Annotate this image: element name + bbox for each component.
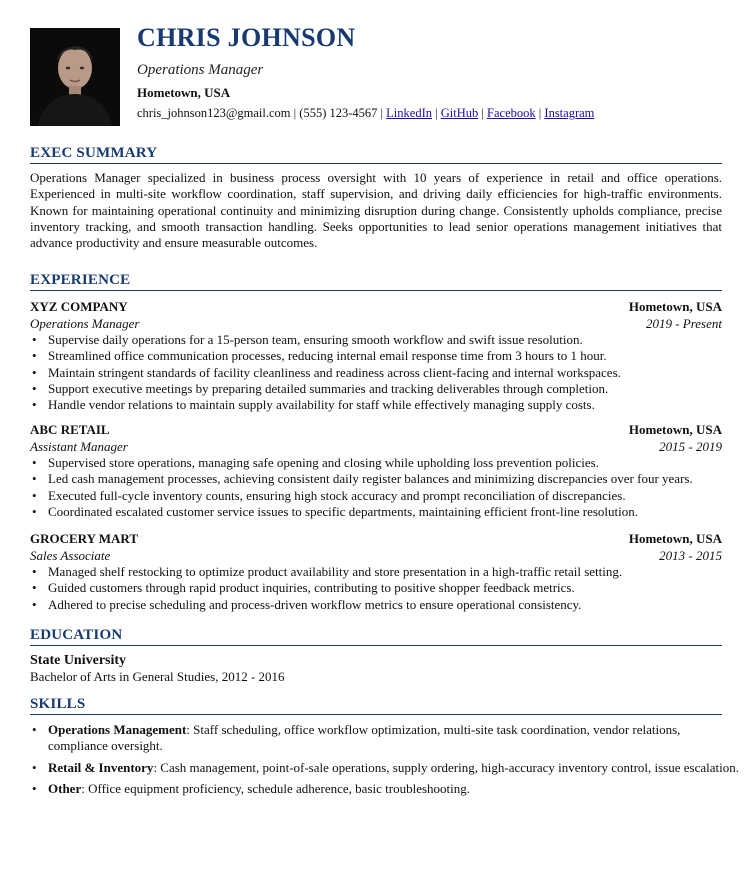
list-item: • Streamlined office communication processes, reducing internal email response time from 3 hours to 1 hour. xyxy=(48,348,722,364)
summary-heading: EXEC SUMMARY xyxy=(30,145,722,164)
summary-text: Operations Manager specialized in business process oversight with 10 years of experience in retail and office operations. Experienced in multi-site workflow coordination, staff supervision, and driving daily efficiencies for high-traffic environments. Known for maintaining operational continuity and minimizing disruption during change. Consistently upholds compliance, precise inventory tracking, and smooth transaction handling. Seeks opportunities to lead senior operations management initiatives that advance productivity and ensure measurable outcomes. xyxy=(30,170,722,251)
list-item xyxy=(48,781,740,797)
person-portrait-icon xyxy=(30,28,120,126)
candidate-name: CHRIS JOHNSON xyxy=(137,23,356,52)
list-item: • Led cash management processes, achieving consistent daily register balances and minimizing discrepancies over four years. xyxy=(48,471,722,487)
separator: | xyxy=(293,106,297,120)
job-location: Hometown, USA xyxy=(628,422,722,437)
job-dates: 2013 - 2015 xyxy=(659,548,722,563)
contact-line xyxy=(137,106,594,121)
job-entry-abc xyxy=(30,421,722,520)
skill-label: Retail & Inventory xyxy=(48,759,154,775)
job-entry-grocery xyxy=(30,530,722,613)
job-company: ABC RETAIL xyxy=(30,422,110,437)
skills-list xyxy=(30,722,740,802)
job-bullets xyxy=(30,564,722,613)
separator: | xyxy=(380,106,384,120)
job-company: GROCERY MART xyxy=(30,531,139,546)
separator: | xyxy=(538,106,542,120)
list-item: • Handle vendor relations to maintain supply availability for staff while effectively managing supply costs. xyxy=(48,397,722,413)
job-role: Sales Associate xyxy=(30,548,111,563)
job-role: Operations Manager xyxy=(30,316,140,331)
profile-photo xyxy=(30,28,120,126)
job-company: XYZ COMPANY xyxy=(30,299,128,314)
email-text: chris_johnson123@gmail.com xyxy=(137,106,291,120)
phone-text: (555) 123-4567 xyxy=(299,106,378,120)
skill-text: : Cash management, point-of-sale operations, supply ordering, high-accuracy inventory control, issue escalation. xyxy=(153,759,739,775)
list-item: • Support executive meetings by preparing detailed summaries and tracking deliverables through completion. xyxy=(48,381,722,397)
job-role: Assistant Manager xyxy=(30,439,128,454)
github-link[interactable]: GitHub xyxy=(440,106,479,120)
skills-heading: SKILLS xyxy=(30,696,722,715)
resume-header xyxy=(30,23,730,128)
job-bullets xyxy=(30,332,722,413)
job-entry-xyz xyxy=(30,298,722,413)
separator: | xyxy=(481,106,484,120)
list-item: • Guided customers through rapid product inquiries, contributing to positive shopper feedback metrics. xyxy=(48,580,722,596)
experience-heading: EXPERIENCE xyxy=(30,272,722,291)
job-bullets xyxy=(30,455,722,520)
list-item xyxy=(48,722,740,755)
list-item: • Maintain stringent standards of facility cleanliness and readiness across client-facing and internal workspaces. xyxy=(48,365,722,381)
list-item: • Supervised store operations, managing safe opening and closing while upholding loss prevention policies. xyxy=(48,455,722,471)
skill-label: Other xyxy=(48,780,82,796)
list-item xyxy=(48,760,740,776)
skill-text: : Staff scheduling, office workflow optimization, multi-site task coordination, vendor relations, compliance oversight. xyxy=(48,722,681,754)
list-item: • Executed full-cycle inventory counts, ensuring high stock accuracy and prompt reconciliation of discrepancies. xyxy=(48,488,722,504)
list-item: • Supervise daily operations for a 15-person team, ensuring smooth workflow and swift issue resolution. xyxy=(48,332,722,348)
list-item: • Adhered to precise scheduling and process-driven workflow metrics to ensure operational consistency. xyxy=(48,597,722,613)
education-heading: EDUCATION xyxy=(30,627,722,646)
job-location: Hometown, USA xyxy=(628,299,722,314)
linkedin-link[interactable]: LinkedIn xyxy=(386,106,432,120)
job-location: Hometown, USA xyxy=(628,531,722,546)
job-dates: 2015 - 2019 xyxy=(659,439,722,454)
instagram-link[interactable]: Instagram xyxy=(544,106,595,120)
degree-text: Bachelor of Arts in General Studies, 2012 - 2016 xyxy=(30,669,285,684)
candidate-location: Hometown, USA xyxy=(137,85,231,100)
job-dates: 2019 - Present xyxy=(645,316,722,331)
list-item: • Managed shelf restocking to optimize product availability and store presentation in a high-traffic retail setting. xyxy=(48,564,722,580)
facebook-link[interactable]: Facebook xyxy=(487,106,536,120)
separator: | xyxy=(435,106,438,120)
school-name: State University xyxy=(30,653,127,668)
candidate-title: Operations Manager xyxy=(137,62,264,78)
skill-label: Operations Management xyxy=(48,722,187,737)
header-info xyxy=(137,23,595,121)
skill-text: : Office equipment proficiency, schedule adherence, basic troubleshooting. xyxy=(81,780,470,796)
list-item: • Coordinated escalated customer service issues to specific departments, maintaining efficient front-line resolution. xyxy=(48,504,722,520)
education-entry xyxy=(30,653,722,685)
